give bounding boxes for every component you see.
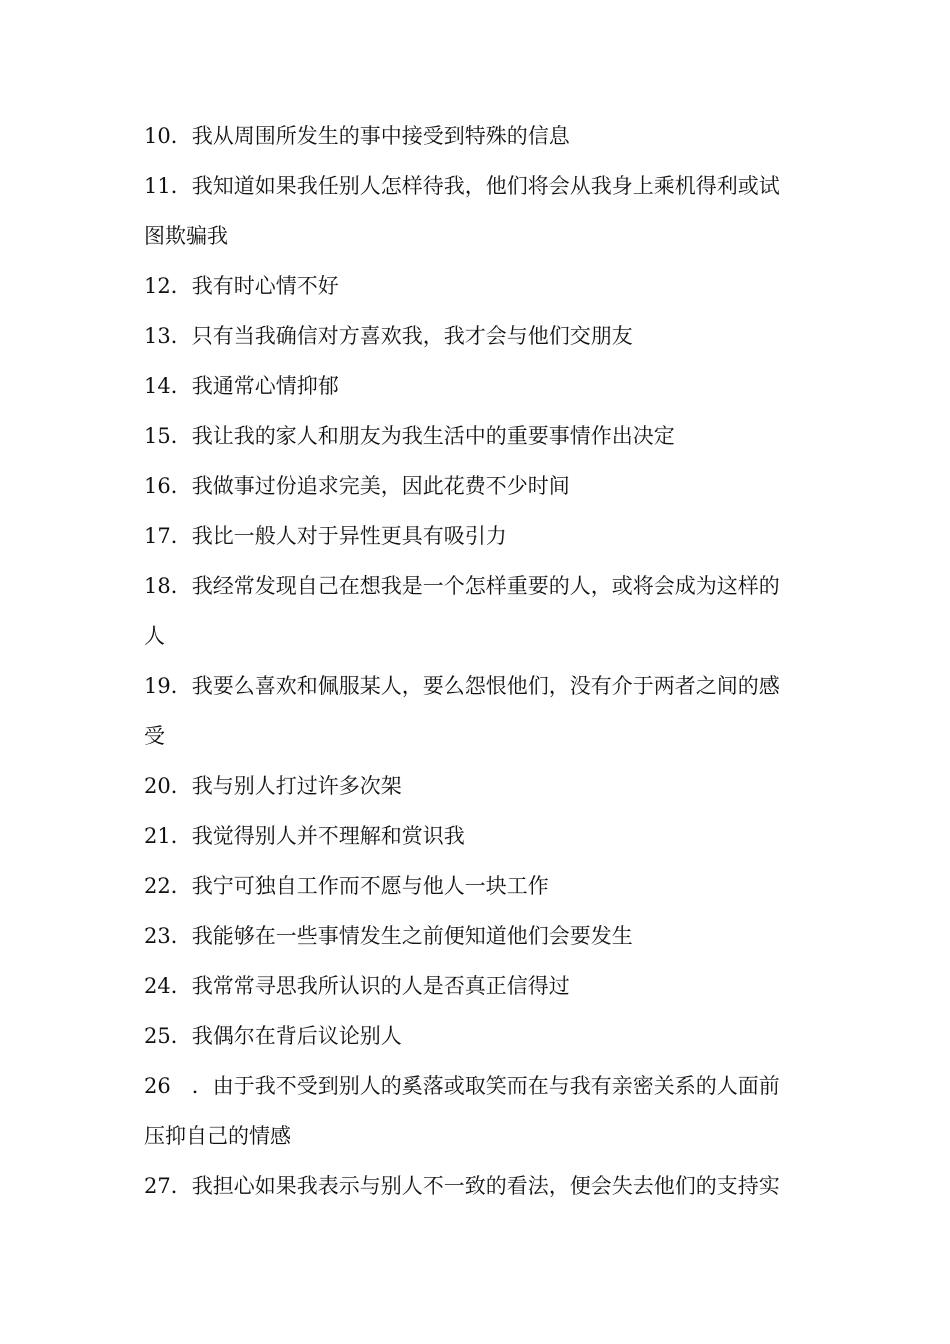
text-line: 19．我要么喜欢和佩服某人，要么怨恨他们，没有介于两者之间的感 [144,674,780,698]
text-line: 压抑自己的情感 [144,1124,291,1148]
text-line: 14．我通常心情抑郁 [144,374,339,398]
text-line: 12．我有时心情不好 [144,274,339,298]
text-line: 图欺骗我 [144,224,228,248]
text-line: 15．我让我的家人和朋友为我生活中的重要事情作出决定 [144,424,675,448]
text-line: 11．我知道如果我任别人怎样待我，他们将会从我身上乘机得利或试 [144,174,780,198]
text-line: 25．我偶尔在背后议论别人 [144,1024,402,1048]
text-line: 13．只有当我确信对方喜欢我，我才会与他们交朋友 [144,324,633,348]
text-line: 24．我常常寻思我所认识的人是否真正信得过 [144,974,570,998]
text-line: 23．我能够在一些事情发生之前便知道他们会要发生 [144,924,633,948]
text-line: 17．我比一般人对于异性更具有吸引力 [144,524,507,548]
text-line: 受 [144,724,165,748]
text-line: 22．我宁可独自工作而不愿与他人一块工作 [144,874,549,898]
document-body [144,111,816,1211]
text-line: 18．我经常发现自己在想我是一个怎样重要的人，或将会成为这样的 [144,574,780,598]
text-line: 21．我觉得别人并不理解和赏识我 [144,824,465,848]
text-line: 27．我担心如果我表示与别人不一致的看法，便会失去他们的支持实 [144,1174,780,1198]
text-line: 10．我从周围所发生的事中接受到特殊的信息 [144,124,570,148]
text-line: 人 [144,624,165,648]
text-line: 26 ．由于我不受到别人的奚落或取笑而在与我有亲密关系的人面前 [144,1074,780,1098]
text-line: 20．我与别人打过许多次架 [144,774,402,798]
text-line: 16．我做事过份追求完美，因此花费不少时间 [144,474,570,498]
